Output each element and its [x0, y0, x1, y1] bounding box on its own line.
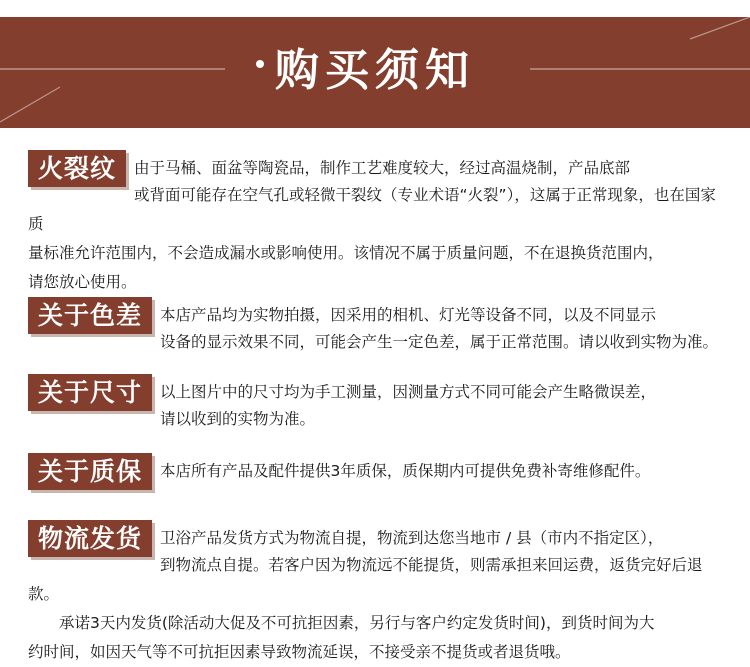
text-line: 约时间，如因天气等不可抗拒因素导致物流延误，不接受亲不提货或者退货哦。 — [28, 643, 571, 661]
text-line: 请以收到的实物为准。 — [160, 410, 316, 428]
section-tag: 关于质保 — [28, 453, 152, 490]
text-line: 或背面可能存在空气孔或轻微干裂纹（专业术语“火裂”），这属于正常现象，也在国家质 — [28, 186, 716, 233]
page-title: 购买须知 — [275, 45, 475, 96]
text-line: 请您放心使用。 — [28, 273, 137, 291]
text-line: 以上图片中的尺寸均为手工测量，因测量方式不同可能会产生略微误差， — [160, 383, 657, 401]
text-line: 本店产品均为实物拍摄，因采用的相机、灯光等设备不同，以及不同显示 — [160, 306, 657, 324]
section-tag: 火裂纹 — [28, 150, 126, 187]
section-color-difference — [0, 297, 750, 357]
text-line: 本店所有产品及配件提供3年质保，质保期内可提供免费补寄维修配件。 — [160, 462, 651, 480]
text-line: 到物流点自提。若客户因为物流远不能提货，则需承担来回运费，返货完好后退款。 — [28, 556, 703, 603]
header-banner — [0, 17, 750, 128]
section-tag: 关于尺寸 — [28, 374, 152, 411]
section-tag: 关于色差 — [28, 297, 152, 334]
section-fire-crack — [0, 150, 750, 297]
right-slash — [690, 17, 750, 39]
text-line: 设备的显示效果不同，可能会产生一定色差，属于正常范围。请以收到实物为准。 — [160, 333, 719, 351]
section-size — [0, 374, 750, 434]
section-tag: 物流发货 — [28, 520, 152, 557]
text-line: 量标准允许范围内，不会造成漏水或影响使用。该情况不属于质量问题，不在退换货范围内， — [28, 244, 664, 262]
text-line: 卫浴产品发货方式为物流自提，物流到达您当地市 / 县（市内不指定区）， — [160, 529, 664, 547]
section-warranty — [0, 453, 750, 490]
text-line: 承诺3天内发货(除活动大促及不可抗拒因素，另行与客户约定发货时间)，到货时间为大 — [59, 614, 655, 632]
text-line: 由于马桶、面盆等陶瓷品，制作工艺难度较大，经过高温烧制，产品底部 — [134, 159, 631, 177]
